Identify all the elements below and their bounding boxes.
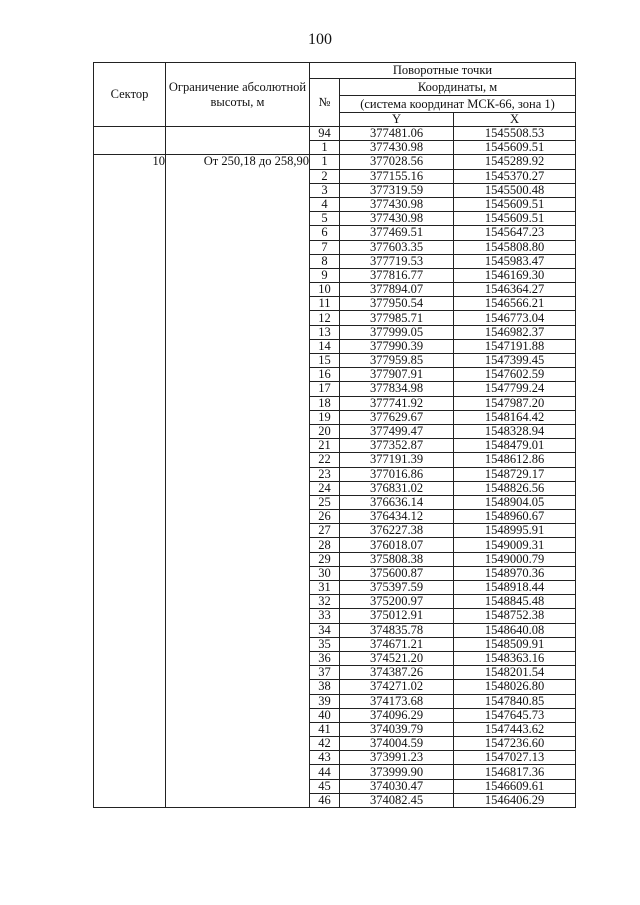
coord-x: 1545370.27 — [454, 169, 576, 183]
coord-x: 1545647.23 — [454, 226, 576, 240]
coord-y: 374030.47 — [340, 779, 454, 793]
limit-cell-empty — [166, 127, 310, 155]
coord-y: 375012.91 — [340, 609, 454, 623]
coord-y: 377834.98 — [340, 382, 454, 396]
coord-x: 1547799.24 — [454, 382, 576, 396]
coord-y: 374096.29 — [340, 708, 454, 722]
coord-x: 1548509.91 — [454, 637, 576, 651]
coord-x: 1546364.27 — [454, 283, 576, 297]
coord-y: 374039.79 — [340, 722, 454, 736]
coord-x: 1546566.21 — [454, 297, 576, 311]
point-number: 35 — [310, 637, 340, 651]
point-number: 26 — [310, 510, 340, 524]
point-number: 40 — [310, 708, 340, 722]
point-number: 46 — [310, 793, 340, 807]
coord-x: 1548729.17 — [454, 467, 576, 481]
coord-y: 375600.87 — [340, 566, 454, 580]
point-number: 4 — [310, 197, 340, 211]
coord-y: 377469.51 — [340, 226, 454, 240]
coord-x: 1545500.48 — [454, 183, 576, 197]
point-number: 7 — [310, 240, 340, 254]
coord-x: 1548363.16 — [454, 651, 576, 665]
coord-y: 377907.91 — [340, 368, 454, 382]
coord-x: 1546773.04 — [454, 311, 576, 325]
point-number: 30 — [310, 566, 340, 580]
point-number: 21 — [310, 439, 340, 453]
coord-y: 377603.35 — [340, 240, 454, 254]
point-number: 28 — [310, 538, 340, 552]
coord-y: 377319.59 — [340, 183, 454, 197]
point-number: 38 — [310, 680, 340, 694]
coord-x: 1548845.48 — [454, 595, 576, 609]
coord-y: 377430.98 — [340, 141, 454, 155]
point-number: 16 — [310, 368, 340, 382]
coord-x: 1545609.51 — [454, 141, 576, 155]
coord-y: 373991.23 — [340, 751, 454, 765]
point-number: 6 — [310, 226, 340, 240]
coord-y: 377028.56 — [340, 155, 454, 169]
coord-y: 376434.12 — [340, 510, 454, 524]
coord-x: 1546982.37 — [454, 325, 576, 339]
previous-sector-rows — [94, 127, 576, 155]
coord-x: 1547191.88 — [454, 339, 576, 353]
coord-x: 1545609.51 — [454, 212, 576, 226]
coord-x: 1547236.60 — [454, 737, 576, 751]
coord-x: 1546169.30 — [454, 268, 576, 282]
point-number: 24 — [310, 481, 340, 495]
coord-y: 377719.53 — [340, 254, 454, 268]
coord-x: 1548640.08 — [454, 623, 576, 637]
coord-y: 377155.16 — [340, 169, 454, 183]
coord-x: 1548479.01 — [454, 439, 576, 453]
coord-y: 377950.54 — [340, 297, 454, 311]
header-coordinates: Координаты, м — [340, 79, 576, 96]
coord-y: 377990.39 — [340, 339, 454, 353]
coord-y: 377499.47 — [340, 424, 454, 438]
coord-y: 377481.06 — [340, 127, 454, 141]
coord-y: 373999.90 — [340, 765, 454, 779]
point-number: 11 — [310, 297, 340, 311]
coord-y: 377816.77 — [340, 268, 454, 282]
table-row — [94, 155, 576, 169]
altitude-limit: От 250,18 до 258,90 — [166, 155, 310, 808]
coord-y: 374387.26 — [340, 666, 454, 680]
coord-y: 377959.85 — [340, 354, 454, 368]
point-number: 44 — [310, 765, 340, 779]
point-number: 15 — [310, 354, 340, 368]
point-number: 37 — [310, 666, 340, 680]
coord-x: 1549009.31 — [454, 538, 576, 552]
coord-x: 1545609.51 — [454, 197, 576, 211]
coord-x: 1548752.38 — [454, 609, 576, 623]
coord-x: 1548164.42 — [454, 410, 576, 424]
point-number: 14 — [310, 339, 340, 353]
coord-y: 376018.07 — [340, 538, 454, 552]
point-number: 22 — [310, 453, 340, 467]
point-number: 9 — [310, 268, 340, 282]
coord-x: 1548328.94 — [454, 424, 576, 438]
coord-x: 1547399.45 — [454, 354, 576, 368]
coord-x: 1545508.53 — [454, 127, 576, 141]
header-x: X — [454, 113, 576, 127]
point-number: 32 — [310, 595, 340, 609]
page-number: 100 — [308, 31, 332, 48]
sector-10-rows — [94, 155, 576, 808]
point-number: 29 — [310, 552, 340, 566]
table-row — [94, 127, 576, 141]
coord-x: 1547645.73 — [454, 708, 576, 722]
coord-x: 1547027.13 — [454, 751, 576, 765]
point-number: 20 — [310, 424, 340, 438]
point-number: 25 — [310, 495, 340, 509]
point-number: 2 — [310, 169, 340, 183]
point-number: 19 — [310, 410, 340, 424]
header-turning-points: Поворотные точки — [310, 63, 576, 79]
coord-x: 1546406.29 — [454, 793, 576, 807]
coord-x: 1548612.86 — [454, 453, 576, 467]
point-number: 94 — [310, 127, 340, 141]
point-number: 27 — [310, 524, 340, 538]
point-number: 17 — [310, 382, 340, 396]
header-number: № — [310, 79, 340, 127]
coord-x: 1548960.67 — [454, 510, 576, 524]
coord-y: 375808.38 — [340, 552, 454, 566]
coord-y: 377629.67 — [340, 410, 454, 424]
coordinates-table — [93, 62, 576, 808]
point-number: 43 — [310, 751, 340, 765]
coord-x: 1548826.56 — [454, 481, 576, 495]
coord-y: 374671.21 — [340, 637, 454, 651]
header-sector: Сектор — [94, 63, 166, 127]
coord-x: 1547987.20 — [454, 396, 576, 410]
coord-y: 377741.92 — [340, 396, 454, 410]
point-number: 45 — [310, 779, 340, 793]
coord-y: 374271.02 — [340, 680, 454, 694]
coord-y: 377016.86 — [340, 467, 454, 481]
coord-x: 1549000.79 — [454, 552, 576, 566]
coord-x: 1546609.61 — [454, 779, 576, 793]
coord-x: 1548995.91 — [454, 524, 576, 538]
point-number: 5 — [310, 212, 340, 226]
coord-x: 1546817.36 — [454, 765, 576, 779]
coord-x: 1548970.36 — [454, 566, 576, 580]
point-number: 42 — [310, 737, 340, 751]
coord-x: 1547840.85 — [454, 694, 576, 708]
sector-cell-empty — [94, 127, 166, 155]
point-number: 1 — [310, 141, 340, 155]
header-y: Y — [340, 113, 454, 127]
coord-y: 377999.05 — [340, 325, 454, 339]
coord-y: 374521.20 — [340, 651, 454, 665]
point-number: 3 — [310, 183, 340, 197]
coord-x: 1548918.44 — [454, 581, 576, 595]
coord-y: 375397.59 — [340, 581, 454, 595]
point-number: 34 — [310, 623, 340, 637]
point-number: 1 — [310, 155, 340, 169]
coord-x: 1547602.59 — [454, 368, 576, 382]
coord-x: 1547443.62 — [454, 722, 576, 736]
point-number: 23 — [310, 467, 340, 481]
coord-x: 1548201.54 — [454, 666, 576, 680]
coord-y: 376227.38 — [340, 524, 454, 538]
point-number: 36 — [310, 651, 340, 665]
coord-y: 374004.59 — [340, 737, 454, 751]
point-number: 10 — [310, 283, 340, 297]
coord-y: 374835.78 — [340, 623, 454, 637]
sector-number: 10 — [94, 155, 166, 808]
point-number: 8 — [310, 254, 340, 268]
coord-y: 376831.02 — [340, 481, 454, 495]
header-altitude-limit: Ограничение абсолютной высоты, м — [166, 63, 310, 127]
coord-y: 377352.87 — [340, 439, 454, 453]
coord-y: 376636.14 — [340, 495, 454, 509]
point-number: 12 — [310, 311, 340, 325]
coord-x: 1545289.92 — [454, 155, 576, 169]
coord-y: 377985.71 — [340, 311, 454, 325]
coord-y: 377894.07 — [340, 283, 454, 297]
coord-y: 375200.97 — [340, 595, 454, 609]
coord-y: 374082.45 — [340, 793, 454, 807]
point-number: 33 — [310, 609, 340, 623]
coord-y: 374173.68 — [340, 694, 454, 708]
point-number: 39 — [310, 694, 340, 708]
coord-y: 377191.39 — [340, 453, 454, 467]
coord-x: 1548904.05 — [454, 495, 576, 509]
point-number: 41 — [310, 722, 340, 736]
point-number: 18 — [310, 396, 340, 410]
coord-x: 1548026.80 — [454, 680, 576, 694]
header-coordinate-system: (система координат МСК-66, зона 1) — [340, 96, 576, 113]
coord-x: 1545983.47 — [454, 254, 576, 268]
coord-y: 377430.98 — [340, 212, 454, 226]
coord-x: 1545808.80 — [454, 240, 576, 254]
coord-y: 377430.98 — [340, 197, 454, 211]
point-number: 13 — [310, 325, 340, 339]
point-number: 31 — [310, 581, 340, 595]
